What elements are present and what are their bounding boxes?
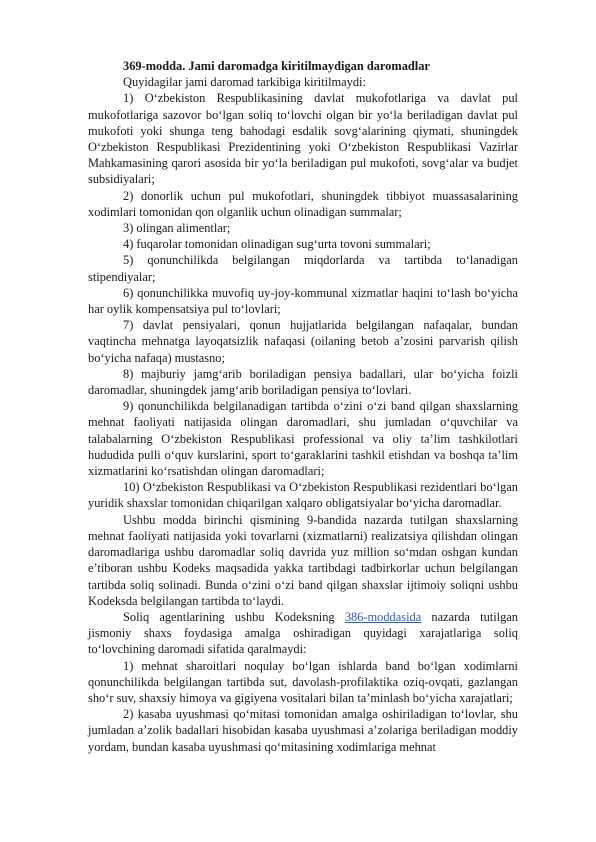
list-item: 2) kasaba uyushmasi qo‘mitasi tomonidan amalga oshiriladigan to‘lovlar, shu jumladan a’zolik badallari hisobidan kasaba uyushmasi a’zolariga beriladigan moddiy yordam, bundan kasaba uyushmasi qo‘mitasining xodimlariga mehnat	[88, 707, 518, 754]
article-title: 369-modda. Jami daromadga kiritilmaydigan daromadlar	[123, 59, 430, 73]
list-item: 9) qonunchilikda belgilanadigan tartibda o‘zini o‘zi band qilgan shaxslarning mehnat faoliyati natijasida olingan daromadlari, shu jumladan o‘quvchilar va talabalarning O‘zbekiston Respublikasi professional va oliy ta’lim tashkilotlari hududida pulli o‘quv kurslarini, sport to‘garaklarini tashkil etishdan va boshqa ta’lim xizmatlarini ko‘rsatishdan olingan daromadlari;	[88, 399, 518, 479]
list-item: 1) mehnat sharoitlari noqulay bo‘lgan ishlarda band bo‘lgan xodimlarni qonunchilikda belgilangan tartibda sut, davolash-profilaktika oziq-ovqati, gazlangan sho‘r suv, shaxsiy himoya va gigiyena vositalari bilan ta’minlash bo‘yicha xarajatlari;	[88, 658, 518, 705]
document-page	[88, 58, 518, 755]
list-item: 8) majburiy jamg‘arib boriladigan pensiya badallari, ular bo‘yicha foizli daromadlar, shuningdek jamg‘arib boriladigan pensiya to‘lovlari.	[88, 366, 518, 398]
list-item: 4) fuqarolar tomonidan olinadigan sug‘urta tovoni summalari;	[123, 237, 431, 252]
list-item: 1) O‘zbekiston Respublikasining davlat mukofotlariga va davlat pul mukofotlariga sazovor bo‘lgan soliq to‘lovchi olgan bir yo‘la beriladigan davlat pul mukofoti yoki shunga teng bahodagi esdalik sovg‘alarining qiymati, shuningdek O‘zbekiston Respublikasi Prezidentining yoki O‘zbekiston Respublikasi Vazirlar Mahkamasining qarori asosida bir yo‘la beriladigan pul mukofoti, sovg‘alar va budjet subsidiyalari;	[88, 91, 518, 187]
article-386-link[interactable]: 386-moddasida	[344, 609, 422, 624]
list-item: 10) O‘zbekiston Respublikasi va O‘zbekiston Respublikasi rezidentlari bo‘lgan yuridik shaxslar tomonidan chiqarilgan xalqaro obligatsiyalar bo‘yicha daromadlar.	[88, 480, 518, 511]
list-item: 5) qonunchilikda belgilangan miqdorlarda va tartibda to‘lanadigan stipendiyalar;	[88, 253, 518, 284]
agents-paragraph	[88, 609, 518, 658]
list-item: 3) olingan alimentlar;	[123, 221, 231, 236]
agents-text-after: nazarda tutilgan jismoniy shaxs foydasiga amalga oshiradigan quyidagi xarajatlariga soliq to‘lovchining daromadi sifatida qaralmaydi:	[88, 609, 518, 657]
agents-text-before: Soliq agentlarining ushbu Kodeksning	[123, 609, 345, 624]
note-paragraph: Ushbu modda birinchi qismining 9-bandida nazarda tutilgan shaxslarning mehnat faoliyati natijasida yoki tovarlarni (xizmatlarni) realizatsiya qilishdan olingan daromadlariga ushbu daromadlar soliq davrida yuz million so‘mdan oshgan kundan e’tiboran ushbu Kodeks maqsadida yakka tartibdagi tadbirkorlar uchun belgilangan tartibda soliq solinadi. Bunda o‘zini o‘zi band qilgan shaxslar ijtimoiy soliqni ushbu Kodeksda belgilangan tartibda to‘laydi.	[88, 512, 518, 608]
list-item: 2) donorlik uchun pul mukofotlari, shuningdek tibbiyot muassasalarining xodimlari tomonidan qon olganlik uchun olinadigan summalar;	[88, 188, 518, 219]
list-item: 6) qonunchilikka muvofiq uy-joy-kommunal xizmatlar haqini to‘lash bo‘yicha har oylik kompensatsiya pul to‘lovlari;	[88, 285, 518, 317]
intro-paragraph: Quyidagilar jami daromad tarkibiga kiritilmaydi:	[123, 75, 366, 90]
list-item: 7) davlat pensiyalari, qonun hujjatlarida belgilangan nafaqalar, bundan vaqtincha mehnatga layoqatsizlik nafaqasi (oilaning betob a’zosini parvarish qilish bo‘yicha nafaqa) mustasno;	[88, 318, 518, 365]
